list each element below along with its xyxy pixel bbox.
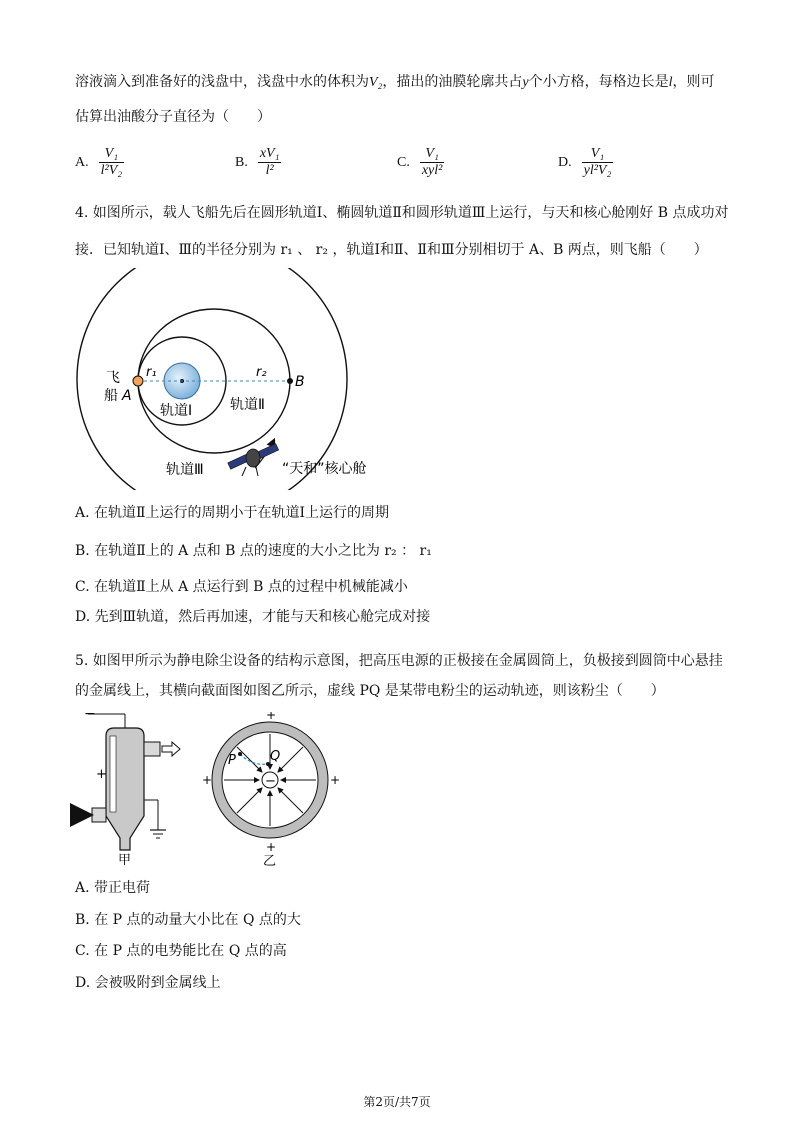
q3-option-a-fraction <box>99 146 125 179</box>
q3-option-d-fraction <box>582 146 614 179</box>
orbit-2-label: 轨道Ⅱ <box>230 397 265 413</box>
q3-option-b-den: l² <box>265 163 274 178</box>
r1-label: r₁ <box>146 365 157 380</box>
orbit-3-label: 轨道Ⅲ <box>166 462 204 478</box>
point-q-label: Q <box>270 749 281 764</box>
q3-line-2: 估算出油酸分子直径为（ ） <box>75 109 271 125</box>
point-p-label: P <box>228 753 236 768</box>
q3-option-b <box>235 146 281 179</box>
q4-line-1: 4. 如图所示，载人飞船先后在圆形轨道Ⅰ、椭圆轨道Ⅱ和圆形轨道Ⅲ上运行，与天和核心舱刚好 B 点成功对 <box>75 205 729 221</box>
q5-option-c: C. 在 P 点的电势能比在 Q 点的高 <box>75 943 287 959</box>
q3-option-c-label: C. <box>397 154 410 170</box>
fig-jia-plus: + <box>96 767 107 782</box>
q3-y: y <box>522 75 529 90</box>
precipitator-diagram <box>70 708 190 868</box>
ship-label-2: 船 <box>104 388 118 404</box>
q3-option-a-label: A. <box>75 154 89 170</box>
q3-option-d-den: yl²V₂ <box>583 163 612 178</box>
q3-option-c-num: V₁ <box>420 146 445 163</box>
q3-text-b: ，描出的油膜轮廓共占 <box>382 74 523 90</box>
q3-option-b-num: xV₁ <box>259 146 280 161</box>
q3-line-1 <box>75 72 715 93</box>
fig-jia-label: 甲 <box>118 853 132 868</box>
q3-option-d-num: V₁ <box>582 146 614 163</box>
station-label: “天和”核心舱 <box>282 461 367 477</box>
q3-l: l <box>668 75 673 90</box>
r2-label: r₂ <box>256 365 267 380</box>
q4-option-d: D. 先到Ⅲ轨道，然后再加速，才能与天和核心舱完成对接 <box>75 609 431 625</box>
q5-option-a: A. 带正电荷 <box>75 880 151 896</box>
point-a-label: A <box>122 388 132 404</box>
q3-option-c-fraction <box>420 146 445 179</box>
q5-option-d: D. 会被吸附到金属线上 <box>75 975 221 991</box>
q3-text-a: 溶液滴入到准备好的浅盘中，浅盘中水的体积为 <box>75 74 369 90</box>
q4-option-c: C. 在轨道Ⅱ上从 A 点运行到 B 点的过程中机械能减小 <box>75 579 408 595</box>
q3-option-a <box>75 146 124 179</box>
q3-option-b-label: B. <box>235 154 248 170</box>
outlet-arrow <box>162 742 180 756</box>
q4-option-b: B. 在轨道Ⅱ上的 A 点和 B 点的速度的大小之比为 r₂ ： r₁ <box>75 543 432 559</box>
q3-option-b-fraction <box>258 146 282 179</box>
page-footer: 第2页/共7页 <box>363 1095 431 1109</box>
q3-option-d-label: D. <box>558 154 572 170</box>
orbit-2-ellipse <box>138 309 290 453</box>
spaceship-icon <box>133 376 143 386</box>
point-b-label: B <box>295 374 305 390</box>
q4-option-a: A. 在轨道Ⅱ上运行的周期小于在轨道Ⅰ上运行的周期 <box>75 505 390 521</box>
ship-label-1: 飞 <box>106 370 120 386</box>
ring-plus-left: + <box>202 773 213 787</box>
q3-v2: V₂ <box>369 75 383 90</box>
q3-text-c: 个小方格，每格边长是 <box>528 74 669 90</box>
fig-jia-minus: − <box>84 708 96 722</box>
cross-section-diagram <box>200 712 340 868</box>
q4-line-2: 接．已知轨道Ⅰ、Ⅲ的半径分别为 r₁ 、 r₂ ，轨道Ⅰ和Ⅱ、Ⅱ和Ⅲ分别相切于 A、B 两点，则飞船（ ） <box>75 242 708 258</box>
q3-text-d: ，则可 <box>672 74 715 90</box>
point-b-dot <box>287 378 293 384</box>
orbit-diagram <box>70 268 410 490</box>
wire-minus: − <box>265 774 276 789</box>
ring-plus-right: + <box>330 773 340 787</box>
ring-plus-top: + <box>266 712 277 722</box>
fig-yi-label: 乙 <box>263 854 277 868</box>
space-station-icon <box>228 444 279 476</box>
q3-option-c-den: xyl² <box>421 163 443 178</box>
orbit-1-label: 轨道Ⅰ <box>160 403 193 419</box>
ring-plus-bottom: + <box>266 840 277 854</box>
q3-option-a-den: l²V₂ <box>100 163 123 178</box>
q5-line-2: 的金属线上，其横向截面图如图乙所示，虚线 PQ 是某带电粉尘的运动轨迹，则该粉尘（ ） <box>75 683 665 699</box>
q5-line-1: 5. 如图甲所示为静电除尘设备的结构示意图，把高压电源的正极接在金属圆筒上，负极接到圆筒中心悬挂 <box>75 653 723 669</box>
q3-option-c <box>397 146 444 179</box>
q3-option-a-num: V₁ <box>99 146 125 163</box>
q3-option-d <box>558 146 613 179</box>
q5-option-b: B. 在 P 点的动量大小比在 Q 点的大 <box>75 912 301 928</box>
